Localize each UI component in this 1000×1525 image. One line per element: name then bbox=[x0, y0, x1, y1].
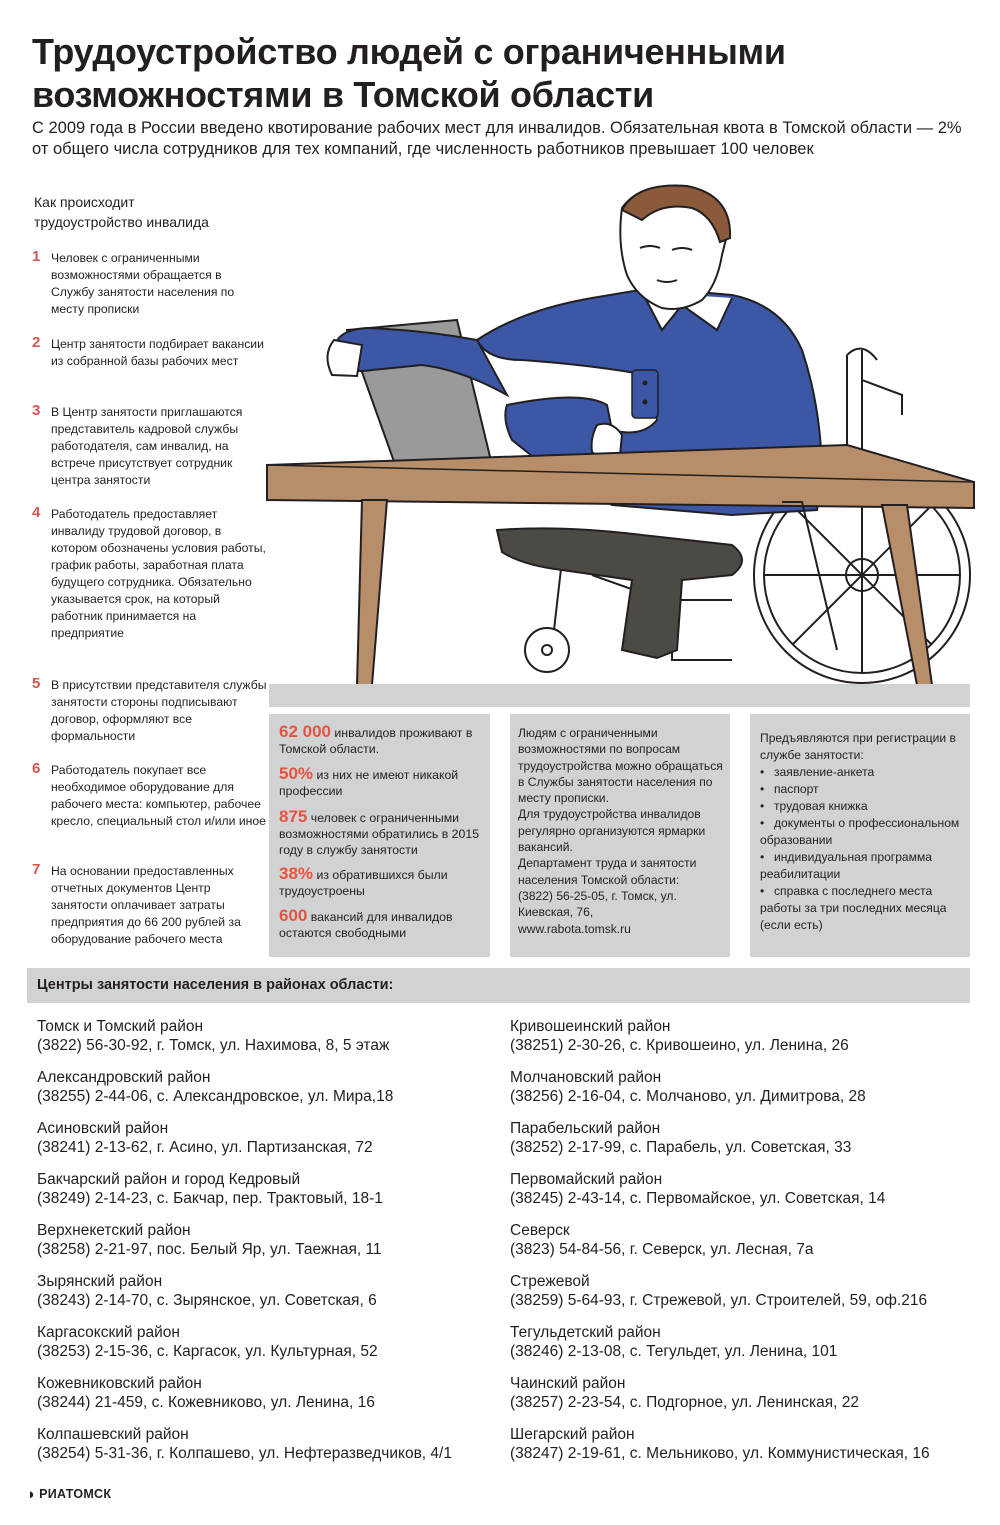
center-contact: (3822) 56-30-92, г. Томск, ул. Нахимова, 8, 5 этаж bbox=[37, 1036, 390, 1054]
step-text: Центр занятости подбирает вакансии из собранной базы рабочих мест bbox=[51, 337, 264, 368]
center-contact: (38254) 5-31-36, г. Колпашево, ул. Нефтеразведчиков, 4/1 bbox=[37, 1444, 452, 1462]
center-entry bbox=[37, 1171, 507, 1208]
info-website: www.rabota.tomsk.ru bbox=[518, 921, 631, 936]
center-entry bbox=[37, 1018, 507, 1055]
center-district: Верхнекетский район bbox=[37, 1222, 191, 1239]
center-entry bbox=[37, 1273, 507, 1310]
center-contact: (38241) 2-13-62, г. Асино, ул. Партизанская, 72 bbox=[37, 1138, 373, 1156]
stat-text: из них не имеют никакой профессии bbox=[279, 768, 459, 798]
center-contact: (38255) 2-44-06, с. Александровское, ул. Мира,18 bbox=[37, 1087, 394, 1105]
center-contact: (38258) 2-21-97, пос. Белый Яр, ул. Таежная, 11 bbox=[37, 1240, 382, 1258]
center-entry bbox=[37, 1324, 507, 1361]
center-district: Чаинский район bbox=[510, 1375, 626, 1392]
center-contact: (38253) 2-15-36, с. Каргасок, ул. Культурная, 52 bbox=[37, 1342, 378, 1360]
stat-text: человек с ограниченными возможностями обратились в 2015 году в службу занятости bbox=[279, 811, 480, 857]
logo-text: РИАТОМСК bbox=[39, 1487, 112, 1501]
center-entry bbox=[510, 1018, 980, 1055]
bullet-icon: • bbox=[760, 884, 765, 898]
center-contact: (38246) 2-13-08, с. Тегульдет, ул. Ленина, 101 bbox=[510, 1342, 838, 1360]
center-entry bbox=[37, 1222, 507, 1259]
info-paragraph: Людям с ограниченными возможностями по вопросам трудоустройства можно обращаться в Службы занятости населения по месту прописки. bbox=[518, 726, 723, 806]
step-text: В Центр занятости приглашаются представитель кадровой службы работодателя, сам инвалид, на встрече присутствует сотрудник центра занятости bbox=[51, 405, 243, 487]
step-text: Работодатель предоставляет инвалиду трудовой договор, в котором обозначены условия работы, график работы, заработная плата будущего сотрудника. Обязательно указывается срок, на который работник принимается на предприятие bbox=[51, 507, 266, 640]
center-contact: (38249) 2-14-23, с. Бакчар, пер. Трактовый, 18-1 bbox=[37, 1189, 383, 1207]
center-entry bbox=[510, 1120, 980, 1157]
document-label: документы о профессиональном образовании bbox=[760, 816, 960, 847]
center-contact: (38257) 2-23-54, с. Подгорное, ул. Ленинская, 22 bbox=[510, 1393, 859, 1411]
steps-heading: Как происходит трудоустройство инвалида bbox=[34, 194, 209, 230]
lead-paragraph: С 2009 года в России введено квотирование рабочих мест для инвалидов. Обязательная квота в Томской области — 2% от общего числа сотрудников для тех компаний, где численность работников превышает 100 человек bbox=[32, 119, 962, 158]
center-contact: (38244) 21-459, с. Кожевниково, ул. Ленина, 16 bbox=[37, 1393, 375, 1411]
stat-item bbox=[279, 908, 485, 941]
info-paragraph: Департамент труда и занятости населения Томской области: bbox=[518, 856, 697, 887]
center-entry bbox=[37, 1069, 507, 1106]
center-district: Парабельский район bbox=[510, 1120, 661, 1137]
center-district: Колпашевский район bbox=[37, 1426, 189, 1443]
document-item bbox=[760, 764, 965, 781]
document-item bbox=[760, 815, 965, 849]
step-text: Человек с ограниченными возможностями обращается в Службу занятости населения по месту прописки bbox=[51, 251, 235, 316]
stat-value: 62 000 bbox=[279, 722, 331, 741]
center-district: Стрежевой bbox=[510, 1273, 590, 1290]
step-number: 2 bbox=[32, 334, 41, 351]
stat-item bbox=[279, 724, 485, 757]
document-label: паспорт bbox=[774, 782, 819, 796]
stat-item bbox=[279, 809, 485, 858]
center-contact: (3823) 54-84-56, г. Северск, ул. Лесная, 7а bbox=[510, 1240, 814, 1258]
stat-item bbox=[279, 766, 485, 799]
center-entry bbox=[510, 1426, 980, 1463]
center-district: Первомайский район bbox=[510, 1171, 663, 1188]
center-district: Бакчарский район и город Кедровый bbox=[37, 1171, 301, 1188]
page-title: Трудоустройство людей с ограниченными возможностями в Томской области bbox=[32, 31, 786, 115]
center-contact: (38247) 2-19-61, с. Мельниково, ул. Коммунистическая, 16 bbox=[510, 1444, 930, 1462]
step-number: 7 bbox=[32, 861, 41, 878]
center-district: Молчановский район bbox=[510, 1069, 662, 1086]
center-entry bbox=[37, 1120, 507, 1157]
step-text: На основании предоставленных отчетных документов Центр занятости оплачивает затраты предприятия до 66 200 рублей за оборудование рабочего места bbox=[51, 864, 241, 946]
stat-text: вакансий для инвалидов остаются свободными bbox=[279, 910, 453, 940]
center-district: Зырянский район bbox=[37, 1273, 163, 1290]
step-number: 6 bbox=[32, 760, 41, 777]
stat-value: 875 bbox=[279, 807, 308, 826]
document-item bbox=[760, 849, 965, 883]
document-label: индивидуальная программа реабилитации bbox=[760, 850, 933, 881]
center-entry bbox=[37, 1375, 507, 1412]
document-item bbox=[760, 798, 965, 815]
documents-list bbox=[760, 764, 965, 934]
stat-text: инвалидов проживают в Томской области. bbox=[279, 726, 473, 756]
center-entry bbox=[37, 1426, 507, 1463]
center-district: Тегульдетский район bbox=[510, 1324, 661, 1341]
center-district: Каргасокский район bbox=[37, 1324, 180, 1341]
center-entry bbox=[510, 1069, 980, 1106]
ria-tomsk-logo bbox=[27, 1485, 111, 1503]
bullet-icon: • bbox=[760, 765, 765, 779]
stats-box bbox=[269, 714, 490, 957]
document-label: справка с последнего места работы за три последних месяца (если есть) bbox=[760, 884, 947, 932]
step-text: Работодатель покупает все необходимое оборудование для рабочего места: компьютер, рабочее кресло, специальный стол и/или иное bbox=[51, 763, 266, 828]
info-paragraph: (3822) 56-25-05, г. Томск, ул. Киевская, 76, bbox=[518, 888, 677, 920]
info-paragraph: Для трудоустройства инвалидов регулярно организуются ярмарки вакансий. bbox=[518, 807, 706, 855]
bullet-icon: • bbox=[760, 799, 765, 813]
document-label: трудовая книжка bbox=[774, 799, 868, 813]
center-contact: (38243) 2-14-70, с. Зырянское, ул. Советская, 6 bbox=[37, 1291, 377, 1309]
center-contact: (38251) 2-30-26, с. Кривошеино, ул. Ленина, 26 bbox=[510, 1036, 849, 1054]
stat-value: 600 bbox=[279, 906, 308, 925]
center-contact: (38245) 2-43-14, с. Первомайское, ул. Советская, 14 bbox=[510, 1189, 886, 1207]
center-district: Александровский район bbox=[37, 1069, 211, 1086]
center-entry bbox=[510, 1273, 980, 1310]
center-contact: (38259) 5-64-93, г. Стрежевой, ул. Строителей, 59, оф.216 bbox=[510, 1291, 928, 1309]
centers-heading-bar bbox=[27, 968, 970, 1003]
center-district: Асиновский район bbox=[37, 1120, 169, 1137]
step-text: В присутствии представителя службы занятости стороны подписывают договор, оформляют все формальности bbox=[51, 678, 267, 743]
center-district: Шегарский район bbox=[510, 1426, 635, 1443]
center-entry bbox=[510, 1222, 980, 1259]
step-number: 3 bbox=[32, 402, 41, 419]
step-number: 1 bbox=[32, 248, 41, 265]
documents-heading: Предъявляются при регистрации в службе занятости: bbox=[760, 731, 956, 762]
document-item bbox=[760, 781, 965, 798]
stat-item bbox=[279, 866, 485, 899]
center-contact: (38252) 2-17-99, с. Парабель, ул. Советская, 33 bbox=[510, 1138, 852, 1156]
center-entry bbox=[510, 1171, 980, 1208]
center-district: Северск bbox=[510, 1222, 570, 1239]
centers-title: Центры занятости населения в районах области: bbox=[37, 977, 394, 993]
documents-box bbox=[750, 714, 970, 957]
logo-mark-icon: ◗ bbox=[27, 1485, 37, 1503]
center-district: Кривошеинский район bbox=[510, 1018, 671, 1035]
center-district: Томск и Томский район bbox=[37, 1018, 204, 1035]
step-number: 4 bbox=[32, 504, 41, 521]
bullet-icon: • bbox=[760, 850, 765, 864]
step-number: 5 bbox=[32, 675, 41, 692]
document-label: заявление-анкета bbox=[774, 765, 875, 779]
stat-value: 50% bbox=[279, 764, 314, 783]
center-entry bbox=[510, 1375, 980, 1412]
info-box bbox=[510, 714, 730, 957]
illustration-base-bar bbox=[269, 684, 970, 707]
stat-text: из обратившихся были трудоустроены bbox=[279, 868, 448, 898]
bullet-icon: • bbox=[760, 816, 765, 830]
center-district: Кожевниковский район bbox=[37, 1375, 202, 1392]
bullet-icon: • bbox=[760, 782, 765, 796]
info-text bbox=[518, 725, 726, 937]
center-contact: (38256) 2-16-04, с. Молчаново, ул. Димитрова, 28 bbox=[510, 1087, 866, 1105]
center-entry bbox=[510, 1324, 980, 1361]
stat-value: 38% bbox=[279, 864, 314, 883]
document-item bbox=[760, 883, 965, 934]
wheelchair-worker-illustration bbox=[262, 180, 982, 685]
